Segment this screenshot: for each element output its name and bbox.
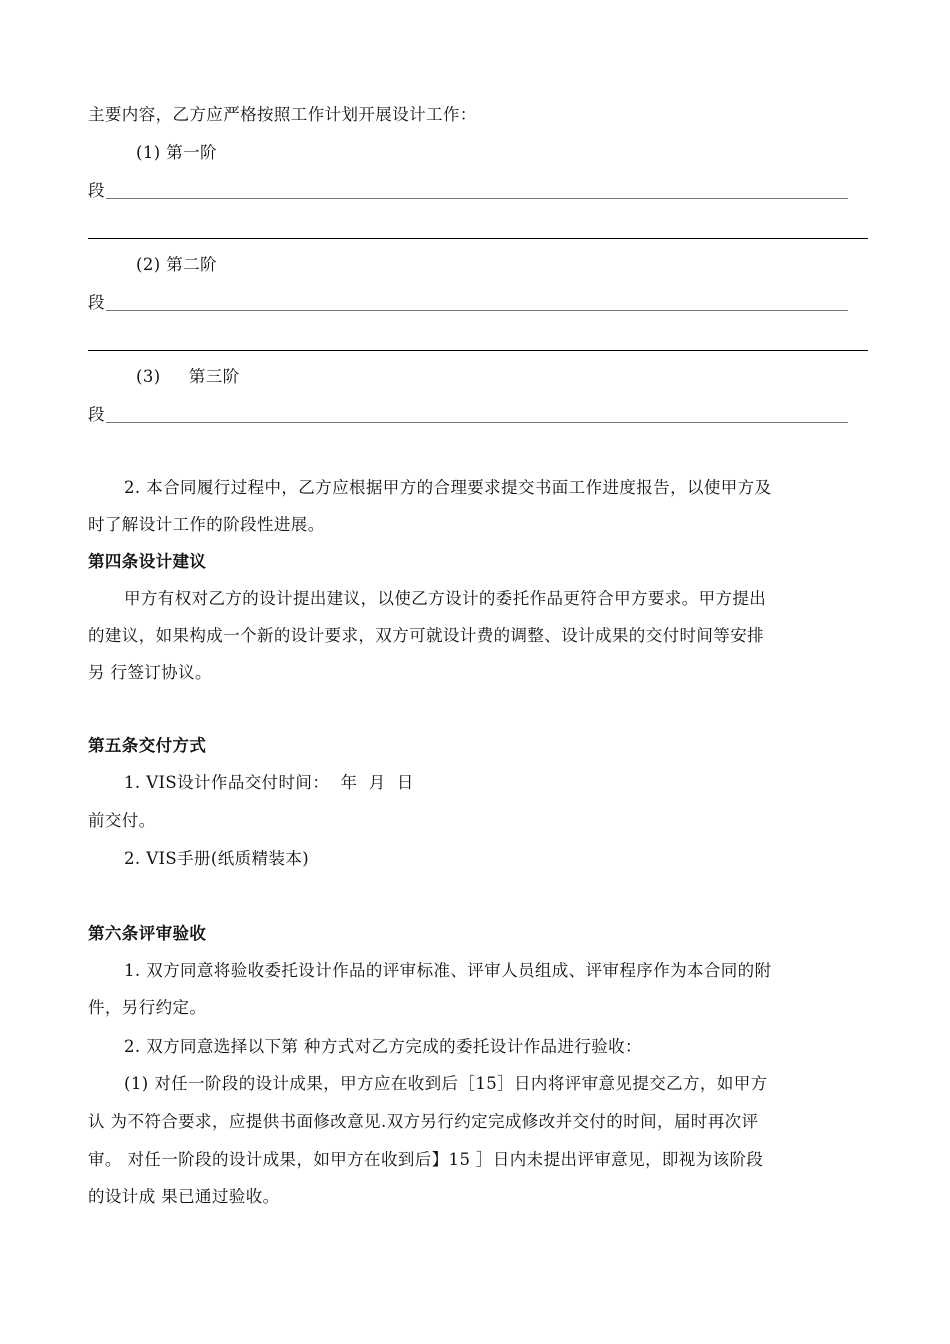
paragraph-line: 认 为不符合要求，应提供书面修改意见.双方另行约定完成修改并交付的时间，届时再次评 bbox=[88, 1112, 759, 1131]
section-heading-4: 第四条设计建议 bbox=[88, 552, 207, 571]
stage-3-label: (3) 第三阶 bbox=[136, 367, 240, 386]
paragraph-line: 2. 双方同意选择以下第 种方式对乙方完成的委托设计作品进行验收： bbox=[124, 1037, 642, 1056]
stage-1-label: (1) 第一阶 bbox=[136, 143, 217, 162]
section-heading-5: 第五条交付方式 bbox=[88, 736, 207, 755]
stage-3-label-cont: 段 bbox=[88, 405, 105, 424]
paragraph-line: 前交付。 bbox=[88, 811, 156, 830]
stage-1-divider bbox=[88, 238, 868, 239]
paragraph-line: 的建议，如果构成一个新的设计要求，双方可就设计费的调整、设计成果的交付时间等安排 bbox=[88, 626, 764, 645]
paragraph-line: 1. VIS设计作品交付时间： 年 月 日 bbox=[124, 773, 414, 792]
paragraph-line: (1) 对任一阶段的设计成果，甲方应在收到后［15］日内将评审意见提交乙方，如甲方 bbox=[124, 1074, 768, 1093]
stage-2-label: (2) 第二阶 bbox=[136, 255, 217, 274]
stage-1-blank-line bbox=[106, 198, 848, 199]
paragraph-line: 2. VIS手册(纸质精装本) bbox=[124, 849, 310, 868]
stage-3-blank-line bbox=[106, 422, 848, 423]
paragraph-line: 1. 双方同意将验收委托设计作品的评审标准、评审人员组成、评审程序作为本合同的附 bbox=[124, 961, 772, 980]
paragraph-line: 的设计成 果已通过验收。 bbox=[88, 1187, 280, 1206]
stage-2-blank-line bbox=[106, 310, 848, 311]
stage-2-divider bbox=[88, 350, 868, 351]
paragraph-line: 另 行签订协议。 bbox=[88, 663, 212, 682]
paragraph-line: 2. 本合同履行过程中，乙方应根据甲方的合理要求提交书面工作进度报告，以使甲方及 bbox=[124, 478, 772, 497]
paragraph-line: 审。 对任一阶段的设计成果，如甲方在收到后】15 ］日内未提出评审意见，即视为该阶段 bbox=[88, 1150, 764, 1169]
paragraph-line: 甲方有权对乙方的设计提出建议，以使乙方设计的委托作品更符合甲方要求。甲方提出 bbox=[124, 589, 767, 608]
paragraph-line: 件，另行约定。 bbox=[88, 998, 207, 1017]
section-heading-6: 第六条评审验收 bbox=[88, 924, 207, 943]
stage-1-label-cont: 段 bbox=[88, 181, 105, 200]
paragraph-line: 时了解设计工作的阶段性进展。 bbox=[88, 515, 325, 534]
paragraph-line: 主要内容，乙方应严格按照工作计划开展设计工作： bbox=[88, 105, 477, 124]
stage-2-label-cont: 段 bbox=[88, 293, 105, 312]
